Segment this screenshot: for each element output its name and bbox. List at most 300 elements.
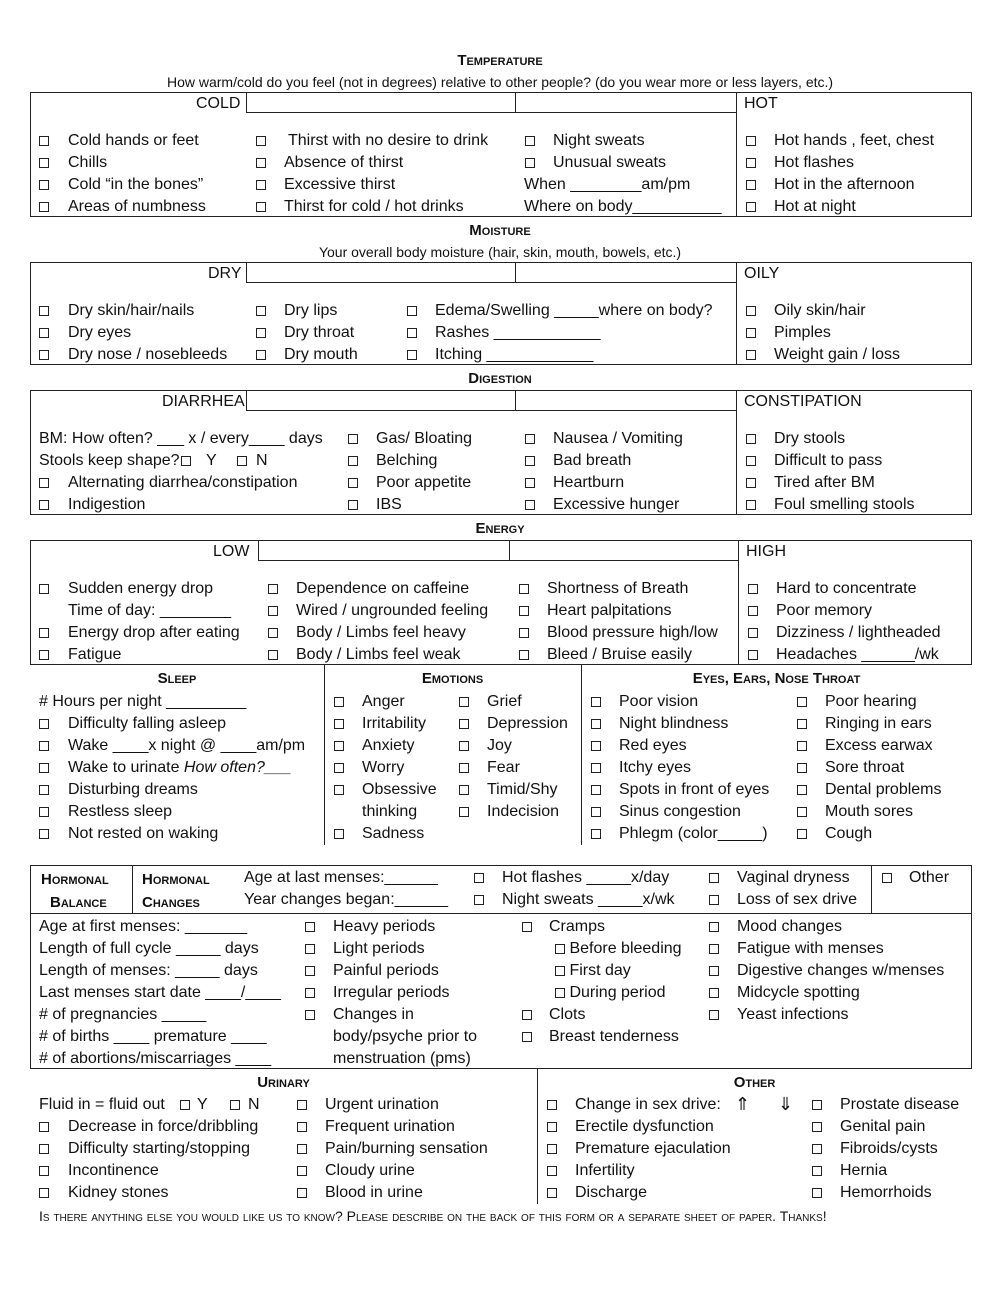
option-label: Bleed / Bruise easily xyxy=(547,646,692,663)
option-label: Cough xyxy=(825,825,873,842)
option-label: Changes in xyxy=(333,1006,414,1023)
hormonal-field[interactable]: # of abortions/miscarriages ____ xyxy=(39,1050,272,1067)
option-label: Hot flashes xyxy=(774,154,855,171)
option-label: IBS xyxy=(376,496,402,513)
option-label: Poor vision xyxy=(619,693,699,710)
column-divider xyxy=(871,865,872,913)
checkbox[interactable] xyxy=(39,785,49,795)
checkbox[interactable] xyxy=(407,306,417,316)
scale-tick xyxy=(258,540,259,560)
option-label: Incontinence xyxy=(68,1162,159,1179)
option-label: Fear xyxy=(487,759,520,776)
column-divider xyxy=(324,665,325,845)
option-label: thinking xyxy=(362,803,418,820)
option-label: Dry mouth xyxy=(284,346,358,363)
checkbox[interactable] xyxy=(797,697,807,707)
checkbox[interactable] xyxy=(547,1144,557,1154)
option-label: Yeast infections xyxy=(737,1006,849,1023)
option-label: Phlegm (color_____) xyxy=(619,825,768,842)
checkbox[interactable] xyxy=(256,350,266,360)
checkbox[interactable] xyxy=(334,829,344,839)
scale-low-label: COLD xyxy=(196,95,241,112)
checkbox[interactable] xyxy=(256,306,266,316)
option-label: Prostate disease xyxy=(840,1096,960,1113)
checkbox[interactable] xyxy=(334,785,344,795)
checkbox[interactable] xyxy=(39,350,49,360)
checkbox[interactable] xyxy=(256,202,266,212)
checkbox[interactable] xyxy=(459,719,469,729)
checkbox-yes[interactable] xyxy=(180,1100,190,1110)
checkbox[interactable] xyxy=(797,763,807,773)
option-label: Blood in urine xyxy=(325,1184,423,1201)
option-label: Bad breath xyxy=(553,452,632,469)
option-label: Painful periods xyxy=(333,962,439,979)
option-label: Fatigue with menses xyxy=(737,940,884,957)
fluid-question: Fluid in = fluid out xyxy=(39,1096,165,1113)
option-label: Digestive changes w/menses xyxy=(737,962,945,979)
option-label: Anxiety xyxy=(362,737,415,754)
checkbox[interactable] xyxy=(305,988,315,998)
checkbox[interactable] xyxy=(522,1010,532,1020)
scale-line xyxy=(246,410,736,411)
option-label: N xyxy=(256,452,268,469)
option-label: Not rested on waking xyxy=(68,825,219,842)
hormonal-changes-heading: Hormonal xyxy=(142,871,210,888)
hormonal-field[interactable]: # of births ____ premature ____ xyxy=(39,1028,267,1045)
option-label: Fibroids/cysts xyxy=(840,1140,938,1157)
option-label: Excess earwax xyxy=(825,737,933,754)
option-label: Hot hands , feet, chest xyxy=(774,132,935,149)
checkbox[interactable] xyxy=(746,478,756,488)
scale-tick xyxy=(736,390,737,515)
other-title: Other xyxy=(733,1074,776,1091)
option-label: Hemorrhoids xyxy=(840,1184,932,1201)
checkbox[interactable] xyxy=(39,763,49,773)
checkbox[interactable] xyxy=(709,966,719,976)
checkbox[interactable] xyxy=(591,829,601,839)
checkbox[interactable] xyxy=(591,719,601,729)
option-label: Oily skin/hair xyxy=(774,302,866,319)
checkbox[interactable] xyxy=(525,456,535,466)
checkbox[interactable] xyxy=(39,719,49,729)
option-label: Sinus congestion xyxy=(619,803,741,820)
checkbox[interactable] xyxy=(748,606,758,616)
checkbox[interactable] xyxy=(305,944,315,954)
checkbox[interactable] xyxy=(746,350,756,360)
checkbox[interactable] xyxy=(525,500,535,510)
where-field[interactable]: Where on body__________ xyxy=(524,198,722,215)
option-label: Foul smelling stools xyxy=(774,496,915,513)
checkbox[interactable] xyxy=(746,136,756,146)
hormonal-field[interactable]: Length of full cycle _____ days xyxy=(39,940,259,957)
option-label: N xyxy=(248,1096,260,1113)
option-label: Shortness of Breath xyxy=(547,580,689,597)
option-label: Headaches ______/wk xyxy=(776,646,939,663)
option-label: Ringing in ears xyxy=(825,715,932,732)
option-label: Chills xyxy=(68,154,108,171)
option-label: Rashes ____________ xyxy=(435,324,601,341)
hours-field[interactable]: # Hours per night _________ xyxy=(39,693,247,710)
when-field[interactable]: When ________am/pm xyxy=(524,176,691,193)
checkbox[interactable] xyxy=(555,988,565,998)
option-label: Areas of numbness xyxy=(68,198,206,215)
checkbox[interactable] xyxy=(348,456,358,466)
option-label: Kidney stones xyxy=(68,1184,169,1201)
checkbox[interactable] xyxy=(297,1188,307,1198)
checkbox[interactable] xyxy=(39,650,49,660)
option-label: Heart palpitations xyxy=(547,602,672,619)
option-label: First day xyxy=(569,962,631,979)
emotions-title: Emotions xyxy=(421,670,484,687)
checkbox[interactable] xyxy=(39,306,49,316)
checkbox[interactable] xyxy=(297,1100,307,1110)
checkbox[interactable] xyxy=(555,966,565,976)
checkbox[interactable] xyxy=(459,807,469,817)
checkbox[interactable] xyxy=(334,697,344,707)
option-label: Dry nose / nosebleeds xyxy=(68,346,228,363)
checkbox[interactable] xyxy=(748,628,758,638)
hormonal-balance-heading-2: Balance xyxy=(50,894,107,911)
checkbox[interactable] xyxy=(334,719,344,729)
option-label: Decrease in force/dribbling xyxy=(68,1118,259,1135)
checkbox[interactable] xyxy=(297,1144,307,1154)
checkbox-yes[interactable] xyxy=(181,456,191,466)
checkbox[interactable] xyxy=(39,1122,49,1132)
scale-high-label: HIGH xyxy=(746,543,786,560)
option-label: Erectile dysfunction xyxy=(575,1118,714,1135)
checkbox[interactable] xyxy=(555,944,565,954)
checkbox[interactable] xyxy=(797,719,807,729)
digestion-title: Digestion xyxy=(468,370,532,387)
checkbox[interactable] xyxy=(297,1166,307,1176)
checkbox[interactable] xyxy=(709,922,719,932)
checkbox[interactable] xyxy=(882,873,892,883)
checkbox[interactable] xyxy=(39,1166,49,1176)
option-label: Belching xyxy=(376,452,438,469)
option-label: Wired / ungrounded feeling xyxy=(296,602,489,619)
hormonal-field[interactable]: Last menses start date ____/____ xyxy=(39,984,281,1001)
option-label: Hot flashes _____x/day xyxy=(502,869,670,886)
option-label: Wake to urinate xyxy=(68,759,180,776)
checkbox[interactable] xyxy=(39,829,49,839)
option-label: Sudden energy drop xyxy=(68,580,213,597)
option-label: Dry skin/hair/nails xyxy=(68,302,195,319)
checkbox[interactable] xyxy=(547,1166,557,1176)
option-label: Night sweats _____x/wk xyxy=(502,891,675,908)
checkbox[interactable] xyxy=(709,988,719,998)
checkbox[interactable] xyxy=(39,478,49,488)
option-label: Pimples xyxy=(774,324,831,341)
hormonal-field[interactable]: Age at first menses: _______ xyxy=(39,918,248,935)
hormonal-header-line xyxy=(30,913,972,914)
checkbox[interactable] xyxy=(746,158,756,168)
temperature-title: Temperature xyxy=(457,52,543,69)
option-label: Midcycle spotting xyxy=(737,984,860,1001)
bm-frequency-field[interactable]: BM: How often? ___ x / every____ days xyxy=(39,430,323,447)
option-label: Timid/Shy xyxy=(487,781,558,798)
checkbox[interactable] xyxy=(591,807,601,817)
checkbox[interactable] xyxy=(709,1010,719,1020)
checkbox[interactable] xyxy=(256,136,266,146)
moisture-title: Moisture xyxy=(469,222,531,239)
scale-tick xyxy=(509,540,510,560)
option-label: Heavy periods xyxy=(333,918,436,935)
checkbox[interactable] xyxy=(748,584,758,594)
option-label: Dizziness / lightheaded xyxy=(776,624,941,641)
option-label: Poor hearing xyxy=(825,693,917,710)
checkbox[interactable] xyxy=(519,628,529,638)
checkbox[interactable] xyxy=(522,1032,532,1042)
option-label: Unusual sweats xyxy=(553,154,666,171)
checkbox[interactable] xyxy=(407,328,417,338)
checkbox[interactable] xyxy=(709,895,719,905)
checkbox[interactable] xyxy=(797,741,807,751)
option-label: Absence of thirst xyxy=(284,154,404,171)
checkbox[interactable] xyxy=(525,136,535,146)
checkbox[interactable] xyxy=(256,328,266,338)
checkbox[interactable] xyxy=(812,1122,822,1132)
scale-high-label: OILY xyxy=(744,265,780,282)
option-label: Nausea / Vomiting xyxy=(553,430,683,447)
how-often-field[interactable]: How often?___ xyxy=(183,759,292,776)
urinary-title: Urinary xyxy=(257,1074,310,1091)
year-changes-field[interactable]: Year changes began:______ xyxy=(244,891,449,908)
checkbox[interactable] xyxy=(459,697,469,707)
checkbox[interactable] xyxy=(709,873,719,883)
checkbox[interactable] xyxy=(519,584,529,594)
checkbox[interactable] xyxy=(348,434,358,444)
scale-low-label: DIARRHEA xyxy=(162,393,245,410)
eent-title: Eyes, Ears, Nose Throat xyxy=(692,670,861,687)
option-label: Energy drop after eating xyxy=(68,624,240,641)
option-label: Dry lips xyxy=(284,302,338,319)
checkbox[interactable] xyxy=(812,1100,822,1110)
option-label: Fatigue xyxy=(68,646,122,663)
checkbox[interactable] xyxy=(459,741,469,751)
checkbox[interactable] xyxy=(797,785,807,795)
scale-tick xyxy=(515,390,516,410)
checkbox[interactable] xyxy=(519,650,529,660)
option-label: Infertility xyxy=(575,1162,635,1179)
checkbox[interactable] xyxy=(268,606,278,616)
checkbox[interactable] xyxy=(812,1144,822,1154)
checkbox[interactable] xyxy=(812,1188,822,1198)
option-label: Hernia xyxy=(840,1162,888,1179)
hormonal-field[interactable]: # of pregnancies _____ xyxy=(39,1006,207,1023)
option-label: Alternating diarrhea/constipation xyxy=(68,474,298,491)
option-label: Discharge xyxy=(575,1184,648,1201)
scale-line xyxy=(246,282,736,283)
option-label: Body / Limbs feel weak xyxy=(296,646,461,663)
checkbox[interactable] xyxy=(268,650,278,660)
checkbox[interactable] xyxy=(39,500,49,510)
option-label: Itching ____________ xyxy=(435,346,594,363)
option-label: Difficulty falling asleep xyxy=(68,715,227,732)
option-label: Premature ejaculation xyxy=(575,1140,731,1157)
checkbox[interactable] xyxy=(797,807,807,817)
temperature-subtitle: How warm/cold do you feel (not in degrees) relative to other people? (do you wear more or less layers, etc.) xyxy=(166,74,834,90)
option-label: Heartburn xyxy=(553,474,625,491)
checkbox[interactable] xyxy=(39,180,49,190)
checkbox[interactable] xyxy=(305,922,315,932)
option-label: Blood pressure high/low xyxy=(547,624,718,641)
checkbox[interactable] xyxy=(39,628,49,638)
option-label: Sore throat xyxy=(825,759,905,776)
option-label: Body / Limbs feel heavy xyxy=(296,624,466,641)
footer-note: Is there anything else you would like us to know? Please describe on the back of this form or a separate sheet of paper. Thanks! xyxy=(39,1208,827,1224)
option-label: Dependence on caffeine xyxy=(296,580,470,597)
option-label: Light periods xyxy=(333,940,425,957)
checkbox-no[interactable] xyxy=(237,456,247,466)
checkbox[interactable] xyxy=(39,158,49,168)
option-label: Cramps xyxy=(549,918,606,935)
checkbox-no[interactable] xyxy=(230,1100,240,1110)
checkbox[interactable] xyxy=(39,328,49,338)
option-label: Frequent urination xyxy=(325,1118,455,1135)
option-label: Dry throat xyxy=(284,324,355,341)
checkbox[interactable] xyxy=(709,944,719,954)
option-label: Anger xyxy=(362,693,405,710)
option-label: Indigestion xyxy=(68,496,146,513)
checkbox[interactable] xyxy=(474,873,484,883)
scale-tick xyxy=(246,92,247,112)
checkbox[interactable] xyxy=(547,1100,557,1110)
option-label: body/psyche prior to xyxy=(333,1028,478,1045)
checkbox[interactable] xyxy=(746,434,756,444)
checkbox[interactable] xyxy=(525,434,535,444)
checkbox[interactable] xyxy=(746,500,756,510)
option-label: Night sweats xyxy=(553,132,645,149)
checkbox[interactable] xyxy=(39,807,49,817)
option-label: Joy xyxy=(487,737,512,754)
checkbox[interactable] xyxy=(268,628,278,638)
checkbox[interactable] xyxy=(525,478,535,488)
option-label: Thirst for cold / hot drinks xyxy=(284,198,464,215)
checkbox[interactable] xyxy=(746,328,756,338)
option-label: Thirst with no desire to drink xyxy=(288,132,489,149)
checkbox[interactable] xyxy=(746,180,756,190)
option-label: Genital pain xyxy=(840,1118,926,1135)
option-label: Other xyxy=(909,869,950,886)
scale-tick xyxy=(246,262,247,282)
checkbox[interactable] xyxy=(746,456,756,466)
checkbox[interactable] xyxy=(39,741,49,751)
option-label: Change in sex drive: xyxy=(575,1096,721,1113)
column-divider xyxy=(132,865,133,913)
scale-tick xyxy=(736,92,737,217)
option-label: Obsessive xyxy=(362,781,437,798)
scale-high-label: CONSTIPATION xyxy=(744,393,862,410)
option-label: Night blindness xyxy=(619,715,729,732)
option-label: Y xyxy=(197,1096,208,1113)
checkbox[interactable] xyxy=(459,763,469,773)
option-label: Excessive hunger xyxy=(553,496,680,513)
option-label: Weight gain / loss xyxy=(774,346,900,363)
checkbox[interactable] xyxy=(547,1122,557,1132)
scale-tick xyxy=(246,390,247,410)
option-label: Difficult to pass xyxy=(774,452,883,469)
checkbox[interactable] xyxy=(591,697,601,707)
column-divider xyxy=(581,665,582,845)
option-label: Indecision xyxy=(487,803,560,820)
option-label: Cloudy urine xyxy=(325,1162,415,1179)
option-label: Red eyes xyxy=(619,737,687,754)
checkbox[interactable] xyxy=(39,584,49,594)
option-label: Pain/burning sensation xyxy=(325,1140,488,1157)
sleep-title: Sleep xyxy=(157,670,197,687)
checkbox[interactable] xyxy=(525,158,535,168)
option-label: Dry stools xyxy=(774,430,846,447)
checkbox[interactable] xyxy=(746,306,756,316)
checkbox[interactable] xyxy=(297,1122,307,1132)
option-label: Poor memory xyxy=(776,602,873,619)
checkbox[interactable] xyxy=(407,350,417,360)
option-label: Excessive thirst xyxy=(284,176,396,193)
moisture-subtitle: Your overall body moisture (hair, skin, mouth, bowels, etc.) xyxy=(318,244,682,260)
checkbox[interactable] xyxy=(522,922,532,932)
scale-low-label: DRY xyxy=(208,265,242,282)
checkbox[interactable] xyxy=(334,763,344,773)
checkbox[interactable] xyxy=(39,1144,49,1154)
option-label: Poor appetite xyxy=(376,474,472,491)
checkbox[interactable] xyxy=(39,136,49,146)
checkbox[interactable] xyxy=(459,785,469,795)
checkbox[interactable] xyxy=(39,1188,49,1198)
scale-line xyxy=(246,112,736,113)
option-label: Before bleeding xyxy=(569,940,682,957)
checkbox[interactable] xyxy=(591,763,601,773)
checkbox[interactable] xyxy=(591,741,601,751)
checkbox[interactable] xyxy=(334,741,344,751)
option-label: Spots in front of eyes xyxy=(619,781,770,798)
checkbox[interactable] xyxy=(305,1010,315,1020)
checkbox[interactable] xyxy=(256,158,266,168)
checkbox[interactable] xyxy=(591,785,601,795)
checkbox[interactable] xyxy=(256,180,266,190)
hormonal-field[interactable]: Length of menses: _____ days xyxy=(39,962,258,979)
checkbox[interactable] xyxy=(305,966,315,976)
checkbox[interactable] xyxy=(519,606,529,616)
option-label: Grief xyxy=(487,693,522,710)
time-of-day-field[interactable]: Time of day: ________ xyxy=(68,602,232,619)
option-label: Tired after BM xyxy=(774,474,875,491)
checkbox[interactable] xyxy=(348,500,358,510)
checkbox[interactable] xyxy=(748,650,758,660)
option-label: Dental problems xyxy=(825,781,942,798)
option-label: Clots xyxy=(549,1006,586,1023)
arrow-up-icon[interactable]: ⇑ xyxy=(735,1094,751,1114)
checkbox[interactable] xyxy=(474,895,484,905)
checkbox[interactable] xyxy=(797,829,807,839)
checkbox[interactable] xyxy=(812,1166,822,1176)
checkbox[interactable] xyxy=(268,584,278,594)
option-label: Vaginal dryness xyxy=(737,869,850,886)
checkbox[interactable] xyxy=(746,202,756,212)
checkbox[interactable] xyxy=(547,1188,557,1198)
age-last-menses-field[interactable]: Age at last menses:______ xyxy=(244,869,438,886)
option-label: Breast tenderness xyxy=(549,1028,679,1045)
option-label: Cold “in the bones” xyxy=(68,176,204,193)
option-label: menstruation (pms) xyxy=(333,1050,471,1067)
hormonal-balance-heading: Hormonal xyxy=(41,871,109,888)
checkbox[interactable] xyxy=(39,202,49,212)
hormonal-changes-heading-2: Changes xyxy=(142,894,200,911)
stools-question: Stools keep shape? xyxy=(39,452,180,469)
checkbox[interactable] xyxy=(348,478,358,488)
arrow-down-icon[interactable]: ⇓ xyxy=(778,1094,794,1114)
scale-line xyxy=(258,560,738,561)
option-label: Loss of sex drive xyxy=(737,891,858,908)
